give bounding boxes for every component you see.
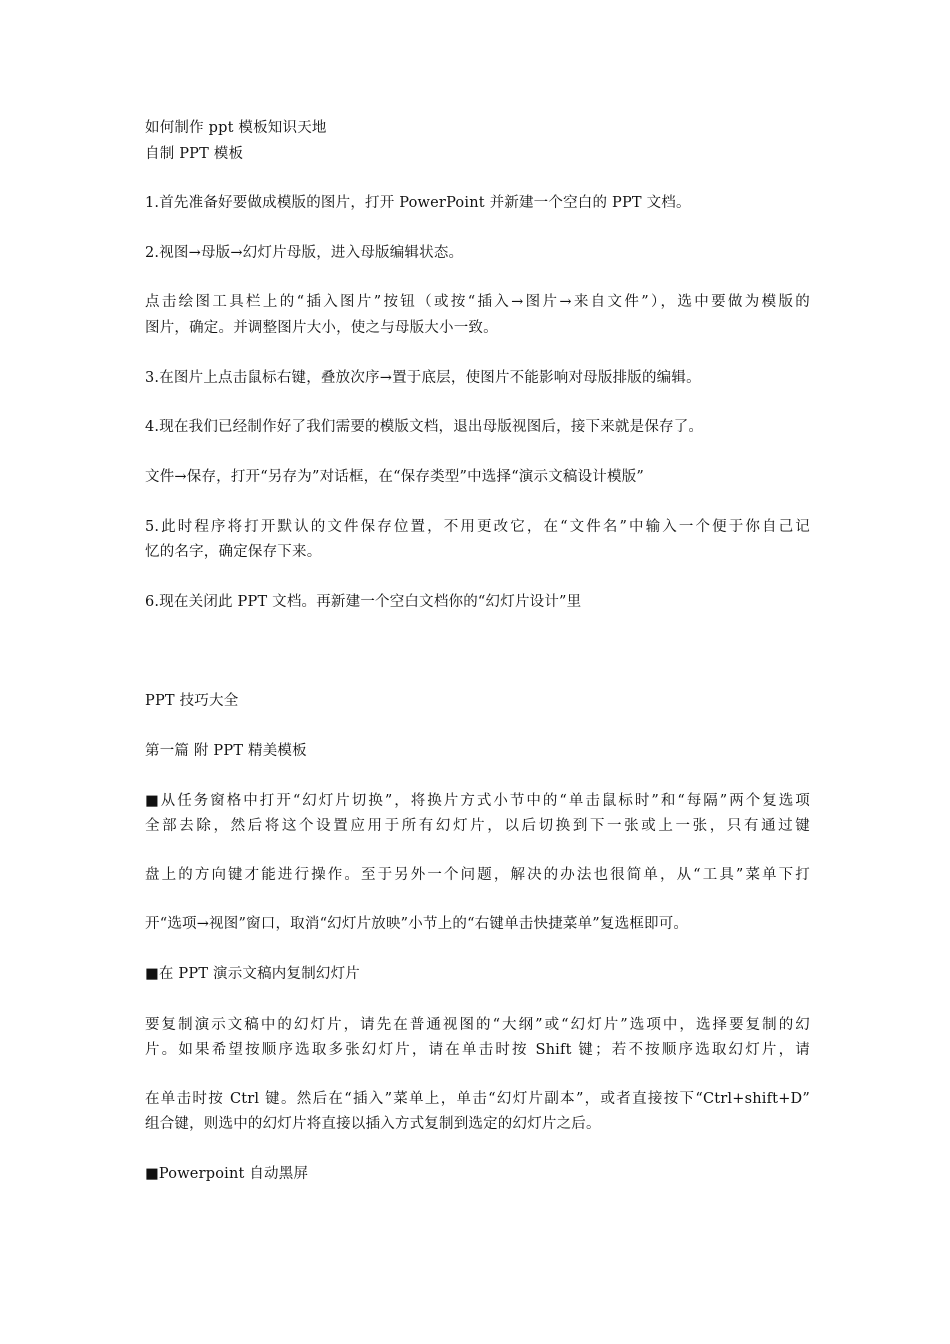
step-2: 2.视图→母版→幻灯片母版，进入母版编辑状态。 [145,245,464,261]
step-5-line-1: 5.此时程序将打开默认的文件保存位置，不用更改它，在“文件名”中输入一个便于你自己记 [145,519,810,535]
tip-2-line-3: 在单击时按 Ctrl 键。然后在“插入”菜单上，单击“幻灯片副本”，或者直接按下“Ctrl+shift+D” [145,1091,810,1107]
step-2-detail-line-2: 图片，确定。并调整图片大小，使之与母版大小一致。 [145,320,498,336]
step-2-detail-line-1: 点击绘图工具栏上的“插入图片”按钮（或按“插入→图片→来自文件”），选中要做为模版的 [145,294,810,310]
tip-2-line-4: 组合键，则选中的幻灯片将直接以插入方式复制到选定的幻灯片之后。 [145,1116,601,1132]
step-4-detail: 文件→保存，打开“另存为”对话框，在“保存类型”中选择“演示文稿设计模版” [145,469,645,485]
step-3: 3.在图片上点击鼠标右键，叠放次序→置于底层，使图片不能影响对母版排版的编辑。 [145,370,701,386]
step-5-line-2: 忆的名字，确定保存下来。 [145,544,322,560]
section-subheading: 第一篇 附 PPT 精美模板 [145,743,307,759]
section-heading: PPT 技巧大全 [145,693,239,709]
tip-1-line-1: ■从任务窗格中打开“幻灯片切换”，将换片方式小节中的“单击鼠标时”和“每隔”两个复选项 [145,793,810,809]
tip-1-line-4: 开“选项→视图”窗口，取消“幻灯片放映”小节上的“右键单击快捷菜单”复选框即可。 [145,916,689,932]
step-1: 1.首先准备好要做成模版的图片，打开 PowerPoint 并新建一个空白的 PPT 文档。 [145,195,691,211]
document-title: 如何制作 ppt 模板知识天地 [145,120,327,136]
tip-2-line-1: 要复制演示文稿中的幻灯片，请先在普通视图的“大纲”或“幻灯片”选项中，选择要复制的幻 [145,1017,810,1033]
tip-2-line-2: 片。如果希望按顺序选取多张幻灯片，请在单击时按 Shift 键；若不按顺序选取幻灯片，请 [145,1042,810,1058]
tip-2-heading: ■在 PPT 演示文稿内复制幻灯片 [145,966,361,982]
tip-1-line-2: 全部去除，然后将这个设置应用于所有幻灯片，以后切换到下一张或上一张，只有通过键 [145,818,810,834]
document-subtitle: 自制 PPT 模板 [145,146,244,162]
tip-1-line-3: 盘上的方向键才能进行操作。至于另外一个问题，解决的办法也很简单，从“工具”菜单下打 [145,867,810,883]
step-4: 4.现在我们已经制作好了我们需要的模版文档，退出母版视图后，接下来就是保存了。 [145,419,704,435]
step-6: 6.现在关闭此 PPT 文档。再新建一个空白文档你的“幻灯片设计”里 [145,594,582,610]
tip-3-heading: ■Powerpoint 自动黑屏 [145,1166,309,1182]
